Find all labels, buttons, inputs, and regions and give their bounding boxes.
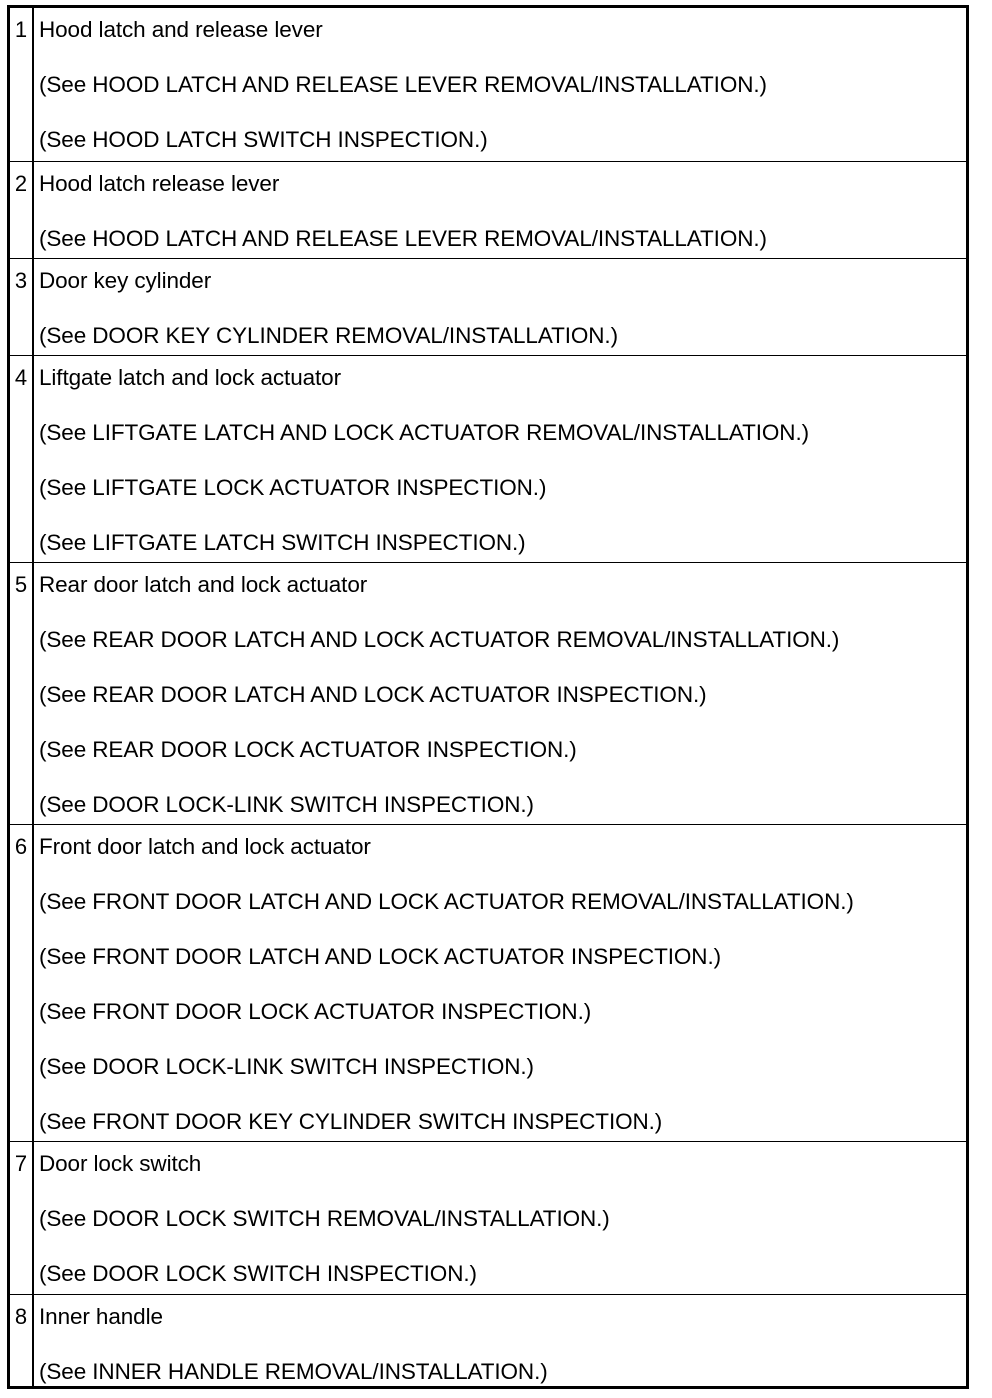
table-row	[10, 355, 966, 562]
component-title: Front door latch and lock actuator	[39, 834, 371, 859]
row-number: 2	[10, 162, 34, 258]
row-number: 4	[10, 356, 34, 562]
reference-link[interactable]: (See HOOD LATCH AND RELEASE LEVER REMOVAL/INSTALLATION.)	[39, 72, 767, 97]
reference-link[interactable]: (See FRONT DOOR KEY CYLINDER SWITCH INSPECTION.)	[39, 1109, 663, 1134]
reference-link[interactable]: (See DOOR LOCK SWITCH INSPECTION.)	[39, 1261, 477, 1286]
row-number: 3	[10, 259, 34, 355]
reference-link[interactable]: (See REAR DOOR LOCK ACTUATOR INSPECTION.)	[39, 737, 577, 762]
component-title: Hood latch release lever	[39, 171, 280, 196]
row-number: 7	[10, 1142, 34, 1294]
component-title: Inner handle	[39, 1304, 163, 1329]
row-content	[34, 356, 966, 562]
reference-link[interactable]: (See REAR DOOR LATCH AND LOCK ACTUATOR REMOVAL/INSTALLATION.)	[39, 627, 840, 652]
row-content	[34, 825, 966, 1141]
reference-link[interactable]: (See HOOD LATCH SWITCH INSPECTION.)	[39, 127, 488, 152]
row-number: 8	[10, 1295, 34, 1386]
table-row	[10, 562, 966, 824]
reference-link[interactable]: (See FRONT DOOR LATCH AND LOCK ACTUATOR REMOVAL/INSTALLATION.)	[39, 889, 854, 914]
row-content	[34, 563, 966, 824]
reference-link[interactable]: (See FRONT DOOR LOCK ACTUATOR INSPECTION.)	[39, 999, 592, 1024]
table-row	[10, 824, 966, 1141]
component-title: Door key cylinder	[39, 268, 212, 293]
table-row	[10, 161, 966, 258]
reference-link[interactable]: (See DOOR LOCK-LINK SWITCH INSPECTION.)	[39, 1054, 534, 1079]
reference-link[interactable]: (See HOOD LATCH AND RELEASE LEVER REMOVAL/INSTALLATION.)	[39, 226, 767, 251]
table-row	[10, 8, 966, 161]
row-content	[34, 8, 966, 161]
component-title: Rear door latch and lock actuator	[39, 572, 368, 597]
reference-link[interactable]: (See LIFTGATE LOCK ACTUATOR INSPECTION.)	[39, 475, 547, 500]
reference-link[interactable]: (See DOOR LOCK-LINK SWITCH INSPECTION.)	[39, 792, 534, 817]
row-content	[34, 259, 966, 355]
reference-link[interactable]: (See REAR DOOR LATCH AND LOCK ACTUATOR INSPECTION.)	[39, 682, 707, 707]
reference-link[interactable]: (See FRONT DOOR LATCH AND LOCK ACTUATOR INSPECTION.)	[39, 944, 721, 969]
table-row	[10, 1141, 966, 1294]
table-row	[10, 1294, 966, 1386]
component-title: Liftgate latch and lock actuator	[39, 365, 341, 390]
row-content	[34, 162, 966, 258]
row-number: 6	[10, 825, 34, 1141]
reference-link[interactable]: (See LIFTGATE LATCH AND LOCK ACTUATOR REMOVAL/INSTALLATION.)	[39, 420, 809, 445]
reference-link[interactable]: (See LIFTGATE LATCH SWITCH INSPECTION.)	[39, 530, 526, 555]
component-title: Door lock switch	[39, 1151, 202, 1176]
component-reference-table	[7, 5, 969, 1389]
reference-link[interactable]: (See DOOR LOCK SWITCH REMOVAL/INSTALLATION.)	[39, 1206, 610, 1231]
table-row	[10, 258, 966, 355]
row-content	[34, 1295, 966, 1386]
row-content	[34, 1142, 966, 1294]
row-number: 5	[10, 563, 34, 824]
reference-link[interactable]: (See DOOR KEY CYLINDER REMOVAL/INSTALLATION.)	[39, 323, 618, 348]
row-number: 1	[10, 8, 34, 161]
reference-link[interactable]: (See INNER HANDLE REMOVAL/INSTALLATION.)	[39, 1359, 548, 1384]
component-title: Hood latch and release lever	[39, 17, 323, 42]
